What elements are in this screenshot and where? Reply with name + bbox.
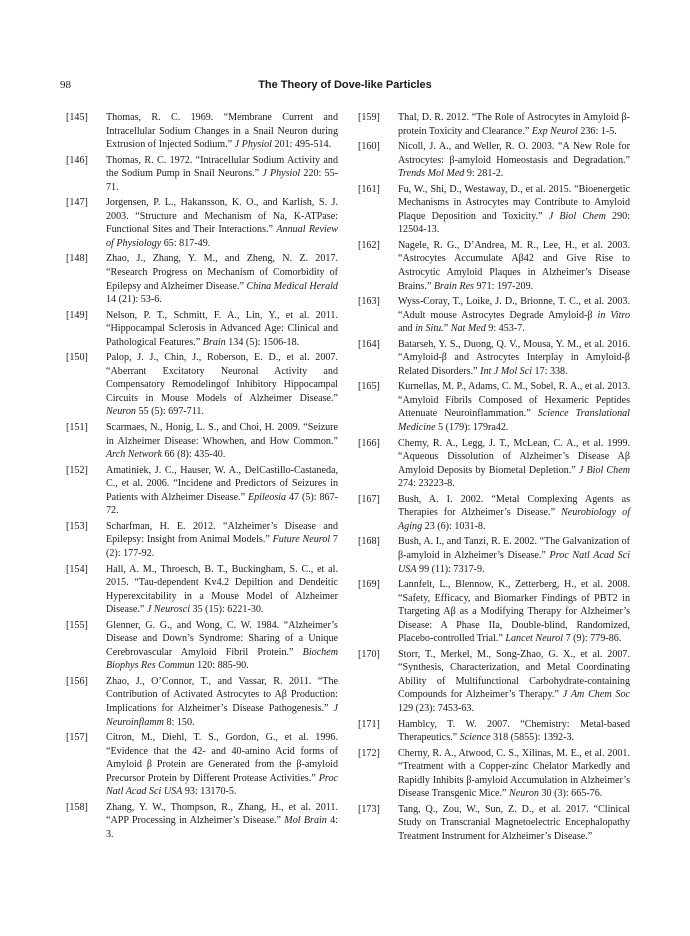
reference-segment: Kurnellas, M. P., Adams, C. M., Sobel, R. A., et al. 2013. “Amyloid Fibrils Composed of Hexameric Peptides Attenuate Neuroinflammation.” — [398, 381, 630, 420]
reference-segment: Scharfman, H. E. 2012. “Alzheimer’s Disease and Epilepsy: Insight from Animal Models.” — [106, 520, 338, 546]
reference-segment: 66 (8): 435-40. — [161, 449, 226, 461]
reference-segment: 5 (179): 179ra42. — [435, 422, 509, 434]
reference-segment: 35 (15): 6221-30. — [190, 604, 264, 616]
reference-journal: Neuron — [106, 406, 136, 418]
reference-number: [148] — [66, 253, 88, 265]
reference-journal: China Medical Herald — [246, 280, 338, 292]
reference-number: [156] — [66, 675, 88, 687]
reference-entry — [66, 309, 338, 350]
reference-segment: 201: 495-514. — [271, 139, 332, 151]
reference-text — [106, 620, 338, 672]
reference-number: [157] — [66, 732, 88, 744]
reference-entry — [358, 648, 630, 716]
reference-text — [398, 804, 630, 842]
reference-number: [145] — [66, 112, 88, 123]
reference-number: [159] — [358, 112, 380, 123]
reference-text — [106, 564, 338, 616]
reference-number: [162] — [358, 239, 380, 251]
reference-segment: Zhao, J., Zhang, Y. M., and Zheng, N. Z. 2017. “Research Progress on Mechanism of Comorbidity of Epilepsy and Alzheimer Disease.” — [106, 253, 338, 292]
reference-entry — [358, 718, 630, 745]
reference-segment: Zhao, J., O’Connor, T., and Vassar, R. 2011. “The Contribution of Activated Astrocytes to Aβ Production: Implications for Alzheimer’s Disease Pathogenesis.” — [106, 675, 338, 714]
reference-journal: Biochem Biophys Res Commun — [106, 646, 338, 672]
reference-segment: 129 (23): 7453-63. — [398, 702, 474, 714]
reference-number: [158] — [66, 801, 88, 813]
reference-journal: J Neuroinflamm — [106, 702, 338, 728]
reference-journal: Nat Med — [450, 323, 486, 335]
reference-segment: 30 (3): 665-76. — [538, 788, 603, 800]
reference-text — [106, 155, 338, 193]
reference-text — [398, 719, 630, 744]
reference-segment: 120: 885-90. — [194, 660, 249, 672]
reference-column-right — [358, 111, 630, 845]
reference-segment: Batarseh, Y. S., Duong, Q. V., Mousa, Y. M., et al. 2016. “Amyloid-β and Astrocytes Interplay in Amyloid-β Related Disorders.” — [398, 338, 630, 377]
reference-number: [161] — [358, 183, 380, 195]
reference-entry — [66, 154, 338, 195]
reference-number: [171] — [358, 718, 380, 730]
reference-number: [152] — [66, 464, 88, 476]
reference-number: [147] — [66, 197, 88, 209]
reference-journal: Proc Natl Acad Sci USA — [106, 772, 338, 798]
reference-segment: 9: 281-2. — [464, 168, 504, 180]
reference-number: [155] — [66, 619, 88, 631]
reference-entry — [66, 421, 338, 462]
reference-entry — [358, 183, 630, 237]
reference-entry — [66, 563, 338, 617]
reference-entry — [358, 535, 630, 576]
reference-segment: Palop, J. J., Chin, J., Roberson, E. D., et al. 2007. “Aberrant Excitatory Neuronal Activity and Compensatory Remodelingof Inhibitory Hippocampal Circuits in Mouse Models of Alzheimer Disease.” — [106, 352, 338, 404]
reference-entry — [66, 252, 338, 306]
reference-text — [398, 536, 630, 574]
reference-segment: Bush, A. I. 2002. “Metal Complexing Agents as Therapies for Alzheimer’s Disease.” — [398, 493, 630, 519]
reference-entry — [66, 675, 338, 729]
reference-journal: Int J Mol Sci — [480, 365, 532, 377]
reference-number: [168] — [358, 536, 380, 548]
reference-entry — [358, 380, 630, 434]
reference-text — [106, 802, 338, 840]
reference-journal: Brain — [202, 336, 226, 348]
reference-segment: Nelson, P. T., Schmitt, F. A., Lin, Y., et al. 2011. “Hippocampal Sclerosis in Advanced Age: Clinical and Pathological Features.” — [106, 309, 338, 348]
reference-entry — [358, 437, 630, 491]
reference-segment: Tang, Q., Zou, W., Sun, Z. D., et al. 2017. “Clinical Study on Transcranial Magnetoelectric Encephalopathy Treatment Instrument for Alzheimer’s Disease.” — [398, 803, 630, 842]
reference-journal: in Vitro — [597, 309, 631, 321]
reference-entry — [66, 464, 338, 518]
reference-segment: Fu, W., Shi, D., Westaway, D., et al. 2015. “Bioenergetic Mechanisms in Astrocytes may Contribute to Amyloid Plaque Deposition and Toxicity.” — [398, 183, 630, 222]
reference-text — [106, 310, 338, 348]
reference-number: [154] — [66, 563, 88, 575]
reference-number: [151] — [66, 422, 88, 434]
reference-segment: Thomas, R. C. 1969. “Membrane Current and Intracellular Sodium Changes in a Snail Neuron during Extrusion of Injected Sodium.” — [106, 112, 338, 151]
reference-text — [106, 253, 338, 305]
reference-journal: Science Translational Medicine — [398, 408, 630, 434]
reference-journal: Future Neurol — [272, 534, 331, 546]
reference-segment: Cherny, R. A., Atwood, C. S., Xilinas, M. E., et al. 2001. “Treatment with a Copper-zinc Chelator Markedly and Rapidly Inhibits β-amyloid Accumulation in Alzheimer’s Disease Transgenic Mice.” — [398, 747, 630, 800]
reference-entry — [358, 747, 630, 801]
reference-number: [146] — [66, 154, 88, 166]
reference-journal: Brain Res — [433, 280, 474, 292]
reference-segment: 318 (5855): 1392-3. — [490, 732, 575, 744]
reference-journal: J Biol Chem — [578, 464, 630, 476]
reference-journal: Annual Review of Physiology — [106, 224, 338, 249]
reference-segment: Storr, T., Merkel, M., Song-Zhao, G. X., et al. 2007. “Synthesis, Characterization, and Metal Coordinating Ability of Multifunctional Carbohydrate-containing Compounds for Alzheimer’s Therapy.” — [398, 648, 630, 701]
reference-number: [167] — [358, 493, 380, 505]
reference-text — [398, 438, 630, 490]
reference-segment: 17: 338. — [532, 365, 568, 377]
reference-text — [106, 465, 338, 517]
reference-segment: 55 (5): 697-711. — [135, 406, 204, 418]
reference-segment: 14 (21): 53-6. — [106, 294, 162, 306]
reference-journal: Trends Mol Med — [398, 168, 465, 180]
reference-text — [398, 748, 630, 800]
reference-journal: Proc Natl Acad Sci USA — [398, 549, 630, 575]
reference-journal: Exp Neurol — [531, 125, 578, 137]
reference-number: [165] — [358, 381, 380, 393]
reference-segment: 7 (2): 177-92. — [106, 534, 338, 559]
reference-segment: ” — [443, 323, 451, 335]
reference-segment: 4: 3. — [106, 815, 338, 840]
reference-text — [398, 141, 630, 179]
reference-text — [106, 676, 338, 728]
reference-journal: J Physiol — [234, 139, 272, 151]
reference-journal: J Physiol — [262, 168, 301, 180]
reference-journal: J Neurosci — [146, 604, 190, 616]
reference-segment: 220: 55-71. — [106, 168, 339, 193]
reference-segment: 23 (6): 1031-8. — [422, 520, 486, 532]
reference-entry — [358, 493, 630, 534]
reference-entry — [358, 578, 630, 646]
reference-journal: Epileosia — [247, 491, 287, 503]
reference-journal: in Situ. — [415, 323, 444, 335]
reference-segment: Hall, A. M., Throesch, B. T., Buckingham, S. C., et al. 2015. “Tau-dependent Kv4.2 Depiltion and Dendeitic Hyperexcitability in a Mouse Model of Alzheimer Disease.” — [106, 563, 338, 616]
reference-entry — [66, 619, 338, 673]
reference-number: [149] — [66, 309, 88, 321]
reference-text — [106, 112, 338, 150]
reference-number: [173] — [358, 803, 380, 815]
reference-number: [170] — [358, 648, 380, 660]
reference-entry — [66, 111, 338, 152]
reference-journal: J Biol Chem — [548, 210, 606, 222]
reference-journal: Neuron — [509, 788, 539, 800]
reference-journal: J Am Chem Soc — [562, 689, 630, 701]
reference-text — [106, 352, 338, 417]
reference-entry — [358, 140, 630, 181]
reference-entry — [358, 111, 630, 138]
running-title: The Theory of Dove-like Particles — [258, 79, 432, 91]
reference-number: [164] — [358, 338, 380, 350]
reference-entry — [358, 803, 630, 844]
reference-segment: Wyss-Coray, T., Loike, J. D., Brionne, T. C., et al. 2003. “Adult mouse Astrocytes Degrade Amyloid-β — [398, 296, 630, 321]
reference-segment: Citron, M., Diehl, T. S., Gordon, G., et al. 1996. “Evidence that the 42- and 40-amino Acid forms of Amyloid β Protein are Generated from the β-amyloid Precursor Protein by Different Protease Activities.” — [106, 732, 338, 784]
reference-entry — [66, 196, 338, 250]
reference-segment: Bush, A. I., and Tanzi, R. E. 2002. “The Galvanization of β-amyloid in Alzheimer’s Disease.” — [398, 536, 630, 561]
reference-segment: 274: 23223-8. — [398, 478, 455, 490]
reference-segment: 290: 12504-13. — [398, 210, 630, 236]
reference-text — [398, 579, 630, 644]
reference-segment: Zhang, Y. W., Thompson, R., Zhang, H., et al. 2011. “APP Processing in Alzheimer’s Disease.” — [106, 801, 338, 827]
reference-segment: 134 (5): 1506-18. — [225, 336, 300, 348]
reference-number: [153] — [66, 520, 88, 532]
reference-segment: 99 (11): 7317-9. — [416, 563, 485, 575]
reference-number: [172] — [358, 747, 380, 759]
reference-entry — [358, 239, 630, 293]
reference-segment: Hamblcy, T. W. 2007. “Chemistry: Metal-based Therapeutics.” — [398, 718, 630, 744]
reference-segment: Nicoll, J. A., and Weller, R. O. 2003. “A New Role for Astrocytes: β-amyloid Homeostasis and Degradation.” — [398, 141, 630, 166]
reference-text — [106, 422, 338, 460]
reference-journal: Lancet Neurol — [505, 633, 564, 645]
reference-segment: Nagele, R. G., D’Andrea, M. R., Lee, H., et al. 2003. “Astrocytes Accumulate Aβ42 and Give Rise to Astrocytic Amyloid Plaques in Alzheimer’s Disease Brains.” — [398, 239, 630, 292]
reference-segment: Chemy, R. A., Legg, J. T., McLean, C. A., et al. 1999. “Aqueous Dissolution of Alzheimer’s Disease Aβ Amyloid Deposits by Biometal Depletion.” — [398, 437, 630, 476]
reference-entry — [66, 351, 338, 419]
page-number: 98 — [60, 79, 71, 91]
reference-entry — [358, 295, 630, 336]
reference-text — [398, 296, 630, 334]
reference-number: [169] — [358, 579, 380, 591]
reference-segment: Thomas, R. C. 1972. “Intracellular Sodium Activity and the Sodium Pump in Snail Neurons.” — [106, 154, 338, 180]
reference-text — [398, 339, 630, 377]
reference-segment: Jorgensen, P. L., Hakansson, K. O., and Karlish, S. J. 2003. “Structure and Mechanism of Na, K-ATPase: Functional Sites and Their Interactions.” — [106, 197, 338, 236]
reference-journal: Mol Brain — [284, 815, 327, 827]
reference-text — [398, 494, 630, 532]
reference-entry — [358, 338, 630, 379]
reference-segment: 971: 197-209. — [473, 280, 534, 292]
reference-number: [160] — [358, 141, 380, 153]
reference-entry — [66, 731, 338, 799]
reference-column-left — [66, 111, 338, 843]
reference-entry — [66, 520, 338, 561]
reference-segment: 7 (9): 779-86. — [563, 633, 622, 645]
reference-journal: Science — [459, 732, 491, 744]
reference-text — [106, 197, 338, 249]
reference-text — [106, 521, 338, 559]
reference-segment: 65: 817-49. — [161, 237, 211, 249]
page-header — [60, 79, 630, 97]
reference-segment: 236: 1-5. — [577, 125, 617, 137]
reference-text — [398, 184, 630, 236]
reference-text — [398, 381, 630, 433]
reference-segment: Scarmaes, N., Honig, L. S., and Choi, H. 2009. “Seizure in Alzheimer Disease: Whowhen, and How Common.” — [106, 422, 338, 447]
reference-journal: Arch Network — [106, 449, 162, 461]
reference-number: [150] — [66, 352, 88, 364]
reference-number: [166] — [358, 437, 380, 449]
reference-segment: Lannfelt, L., Blennow, K., Zetterberg, H., et al. 2008. “Safety, Efficacy, and Biomarker Findings of PBT2 in Ttargeting Aβ as a Modifying Therapy for Alzheimer’s Disease: A Phase IIa, Double-blind, Randomized, Placebo-controlled Trial.” — [398, 579, 630, 645]
reference-number: [163] — [358, 296, 380, 308]
reference-segment: Amatiniek, J. C., Hauser, W. A., DelCastillo-Castaneda, C., et al. 2006. “Incidene and Predictors of Seizures in Patients with Alzheimer Disease.” — [106, 464, 338, 503]
reference-segment: and — [398, 323, 416, 335]
reference-journal: Neurobiology of Aging — [398, 507, 630, 532]
reference-text — [106, 732, 338, 797]
reference-segment: 47 (5): 867-72. — [106, 491, 338, 517]
reference-segment: Glenner, G. G., and Wong, C. W. 1984. “Alzheimer’s Disease and Down’s Syndrome: Sharing of a Unique Cerebrovascular Amyloid Fibril Protein.” — [106, 619, 338, 658]
reference-segment: Thal, D. R. 2012. “The Role of Astrocytes in Amyloid β-protein Toxicity and Clearance.” — [398, 112, 630, 137]
reference-segment: 9: 453-7. — [485, 323, 525, 335]
reference-text — [398, 649, 630, 714]
reference-segment: 8: 150. — [163, 716, 195, 728]
reference-segment: 93: 13170-5. — [182, 786, 237, 798]
reference-text — [398, 240, 630, 292]
reference-entry — [66, 801, 338, 842]
reference-text — [398, 112, 630, 137]
